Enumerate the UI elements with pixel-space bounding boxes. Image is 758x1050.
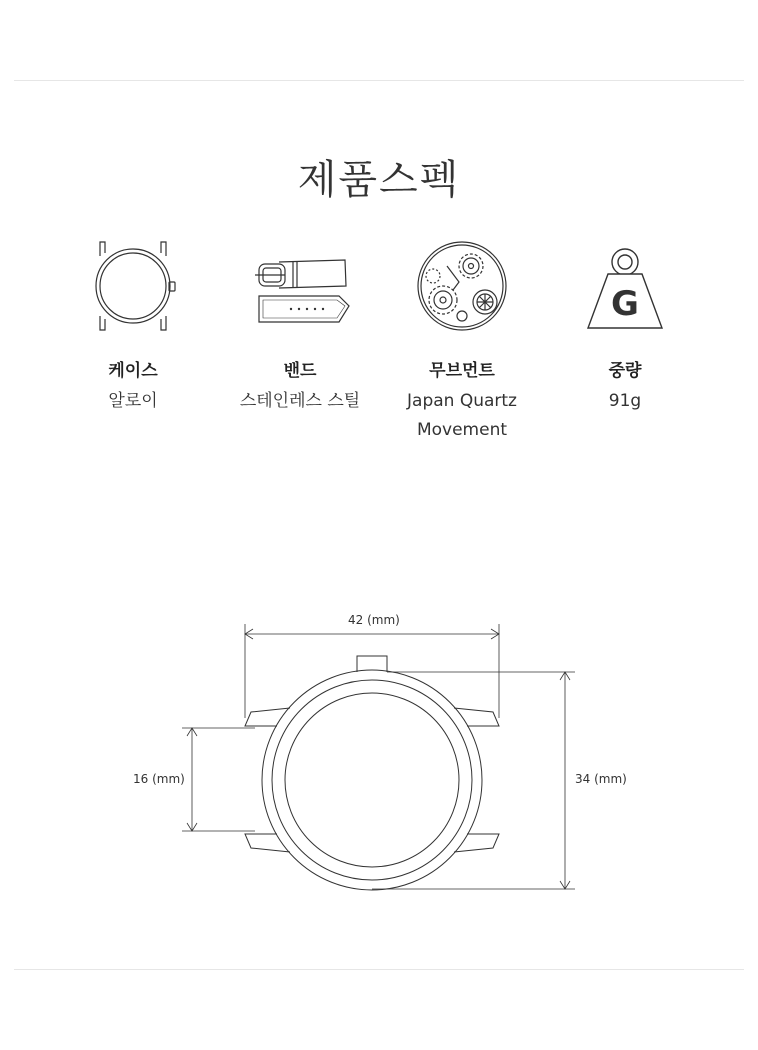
spec-value: 91g bbox=[608, 391, 642, 411]
top-divider bbox=[14, 80, 744, 81]
height-dimension-label: 34 (mm) bbox=[575, 772, 627, 786]
spec-value: Japan Quartz Movement bbox=[407, 391, 517, 440]
spec-label: 중량 bbox=[608, 361, 642, 381]
lug-top-left bbox=[245, 708, 290, 726]
watch-outer-bezel bbox=[262, 670, 482, 890]
spec-label: 무브먼트 bbox=[429, 361, 495, 381]
page-title: 제품스펙 bbox=[297, 157, 461, 203]
watch-band-icon bbox=[245, 236, 355, 336]
spec-item-weight bbox=[535, 236, 715, 416]
lug-bottom-right bbox=[454, 834, 499, 852]
lug-top-right bbox=[454, 708, 499, 726]
spec-label: 케이스 bbox=[108, 361, 158, 381]
spec-value: 알로이 bbox=[108, 391, 158, 411]
spec-item-case bbox=[43, 236, 223, 416]
watch-case-icon bbox=[78, 236, 188, 336]
weight-letter: G bbox=[611, 284, 639, 324]
spec-item-band bbox=[210, 236, 390, 416]
lug-bottom-left bbox=[245, 834, 290, 852]
watch-dial bbox=[285, 693, 459, 867]
watch-dimension-drawing bbox=[0, 600, 758, 900]
bottom-divider bbox=[14, 969, 744, 970]
watch-inner-bezel bbox=[272, 680, 472, 880]
spec-item-movement bbox=[372, 236, 552, 445]
weight-icon bbox=[570, 236, 680, 336]
width-dimension-label: 42 (mm) bbox=[348, 613, 400, 627]
spec-list bbox=[0, 236, 758, 466]
band-width-dimension-label: 16 (mm) bbox=[133, 772, 185, 786]
spec-value: 스테인레스 스틸 bbox=[239, 391, 361, 411]
gear-movement-icon bbox=[407, 236, 517, 336]
dimension-diagram bbox=[0, 600, 758, 900]
spec-label: 밴드 bbox=[283, 361, 317, 381]
